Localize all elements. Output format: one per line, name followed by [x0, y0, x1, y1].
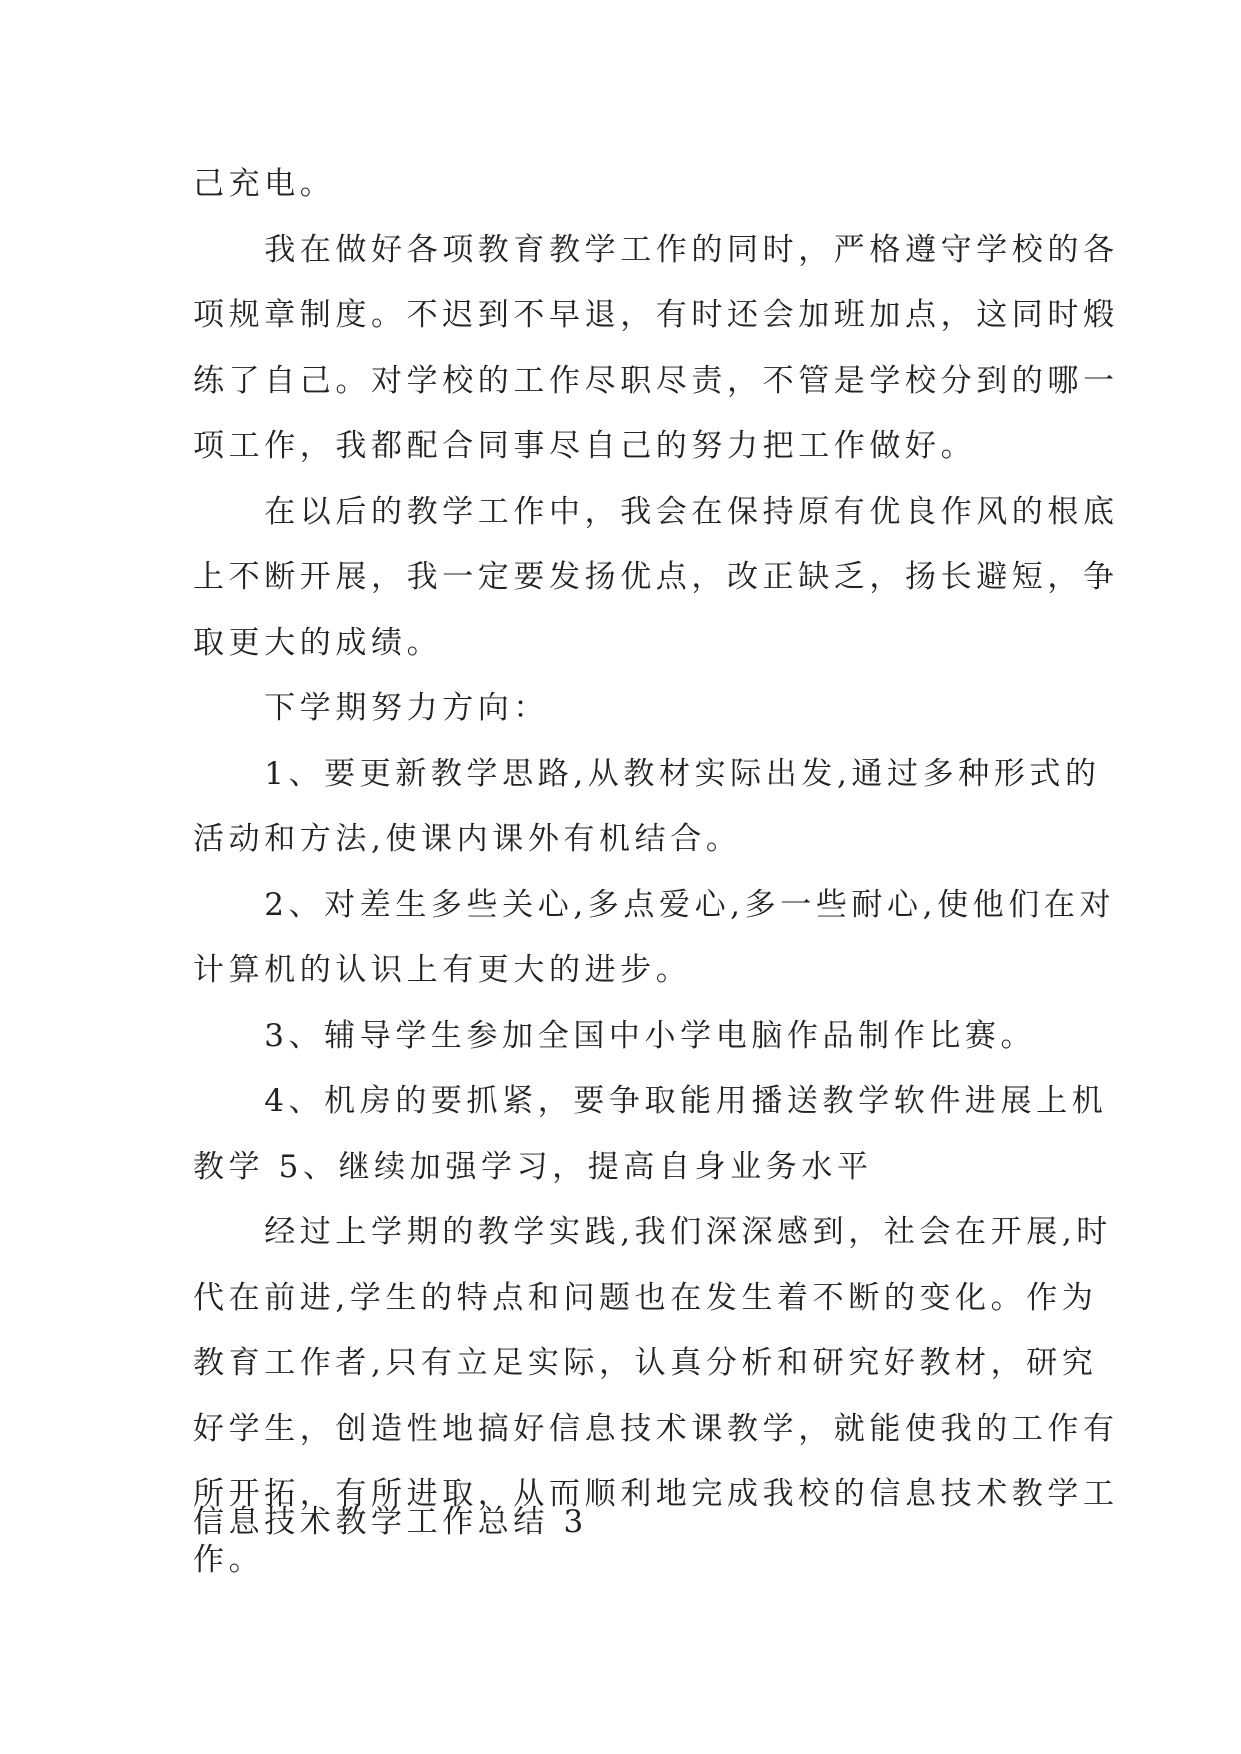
- text-line: 1、要更新教学思路,从教材实际出发,通过多种形式的: [193, 755, 1101, 792]
- text-line: 取更大的成绩。: [193, 624, 443, 661]
- text-line: 我在做好各项教育教学工作的同时，严格遵守学校的各: [193, 231, 1119, 268]
- text-line: 2、对差生多些关心,多点爱心,多一些耐心,使他们在对: [193, 886, 1116, 923]
- text-line: 作。: [193, 1541, 265, 1578]
- text-line: 代在前进,学生的特点和问题也在发生着不断的变化。作为: [193, 1279, 1098, 1316]
- text-line: 项工作，我都配合同事尽自己的努力把工作做好。: [193, 428, 977, 464]
- body-text: [193, 152, 1119, 1593]
- text-line: 所开拓，有所进取，从而顺利地完成我校的信息技术教学工: [193, 1476, 1119, 1512]
- text-line: 教育工作者,只有立足实际，认真分析和研究好教材，研究: [193, 1345, 1098, 1381]
- text-line: 计算机的认识上有更大的进步。: [193, 952, 692, 988]
- text-line: 上不断开展，我一定要发扬优点，改正缺乏，扬长避短，争: [193, 559, 1119, 595]
- text-line: 4、机房的要抓紧，要争取能用播送教学软件进展上机: [193, 1083, 1108, 1119]
- text-line: 好学生，创造性地搞好信息技术课教学，就能使我的工作有: [193, 1410, 1119, 1447]
- text-line: 练了自己。对学校的工作尽职尽责，不管是学校分到的哪一: [193, 362, 1119, 399]
- text-line: 经过上学期的教学实践,我们深深感到，社会在开展,时: [193, 1214, 1112, 1250]
- text-line: 在以后的教学工作中，我会在保持原有优良作风的根底: [193, 493, 1119, 530]
- text-line: 活动和方法,使课内课外有机结合。: [193, 821, 742, 857]
- section-heading: 信息技术教学工作总结 3: [193, 1504, 588, 1540]
- text-line: 下学期努力方向：: [193, 690, 549, 726]
- text-line: 项规章制度。不迟到不早退，有时还会加班加点，这同时煅: [193, 297, 1119, 333]
- text-line: 3、辅导学生参加全国中小学电脑作品制作比赛。: [193, 1017, 1037, 1054]
- text-line: 教学 5、继续加强学习，提高自身业务水平: [193, 1148, 873, 1185]
- text-line: 己充电。: [193, 166, 336, 202]
